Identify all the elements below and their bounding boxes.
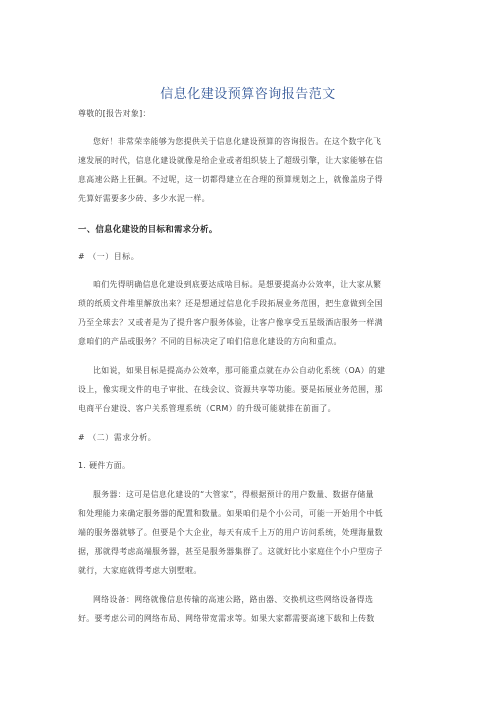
subsection-heading: # （二）需求分析。	[78, 433, 157, 442]
paragraph-line: 和处理能力来确定服务器的配置和数量。如果咱们是个小公司，可能一开始用个中低	[78, 509, 383, 518]
salutation: 尊敬的[报告对象]：	[78, 109, 151, 118]
paragraph-line: 端的服务器就够了。但要是个大企业，每天有成千上万的用户访问系统，处理海量数	[78, 528, 383, 537]
document-title: 信息化建设预算咨询报告范文	[160, 87, 336, 102]
intro-line: 速发展的时代，信息化建设就像是给企业或者组织装上了超级引擎，让大家能够在信	[78, 156, 383, 165]
paragraph-line: 设上，像实现文件的电子审批、在线会议、资源共享等功能。要是拓展业务范围，那	[78, 385, 383, 394]
paragraph-line: 据，那就得考虑高端服务器，甚至是服务器集群了。这就好比小家庭住个小户型房子	[78, 547, 383, 556]
paragraph-line: 意咱们的产品或服务？不同的目标决定了咱们信息化建设的方向和重点。	[78, 337, 342, 346]
paragraph-line: 网络设备：网络就像信息传输的高速公路，路由器、交换机这些网络设备得选	[93, 595, 374, 604]
paragraph-line: 琐的纸质文件堆里解放出来？还是想通过信息化手段拓展业务范围，把生意做到全国	[78, 299, 383, 308]
paragraph-line: 电商平台建设、客户关系管理系统（CRM）的升级可能就排在前面了。	[78, 404, 336, 413]
paragraph-line: 咱们先得明确信息化建设到底要达成啥目标。是想要提高办公效率，让大家从繁	[93, 280, 382, 289]
subsection-heading: # （一）目标。	[78, 252, 140, 261]
paragraph-line: 乃至全球去？又或者是为了提升客户服务体验，让客户像享受五星级酒店服务一样满	[78, 318, 383, 327]
list-heading: 1. 硬件方面。	[78, 461, 131, 470]
paragraph-line: 服务器：这可是信息化建设的“大管家”，得根据预计的用户数量、数据存储量	[93, 490, 374, 499]
intro-line: 您好！非常荣幸能够为您提供关于信息化建设预算的咨询报告。在这个数字化飞	[93, 137, 382, 146]
section-heading: 一、信息化建设的目标和需求分析。	[78, 224, 218, 234]
intro-line: 息高速公路上狂飙。不过呢，这一切都得建立在合理的预算规划之上，就像盖房子得	[78, 175, 383, 184]
paragraph-line: 好。要考虑公司的网络布局、网络带宽需求等。如果大家都需要高速下载和上传数	[78, 614, 375, 623]
paragraph-line: 就行，大家庭就得考虑大别墅啦。	[78, 566, 202, 575]
paragraph-line: 比如说，如果目标是提高办公效率，那可能重点就在办公自动化系统（OA）的建	[93, 366, 386, 375]
intro-line: 先算好需要多少砖、多少水泥一样。	[78, 194, 210, 203]
